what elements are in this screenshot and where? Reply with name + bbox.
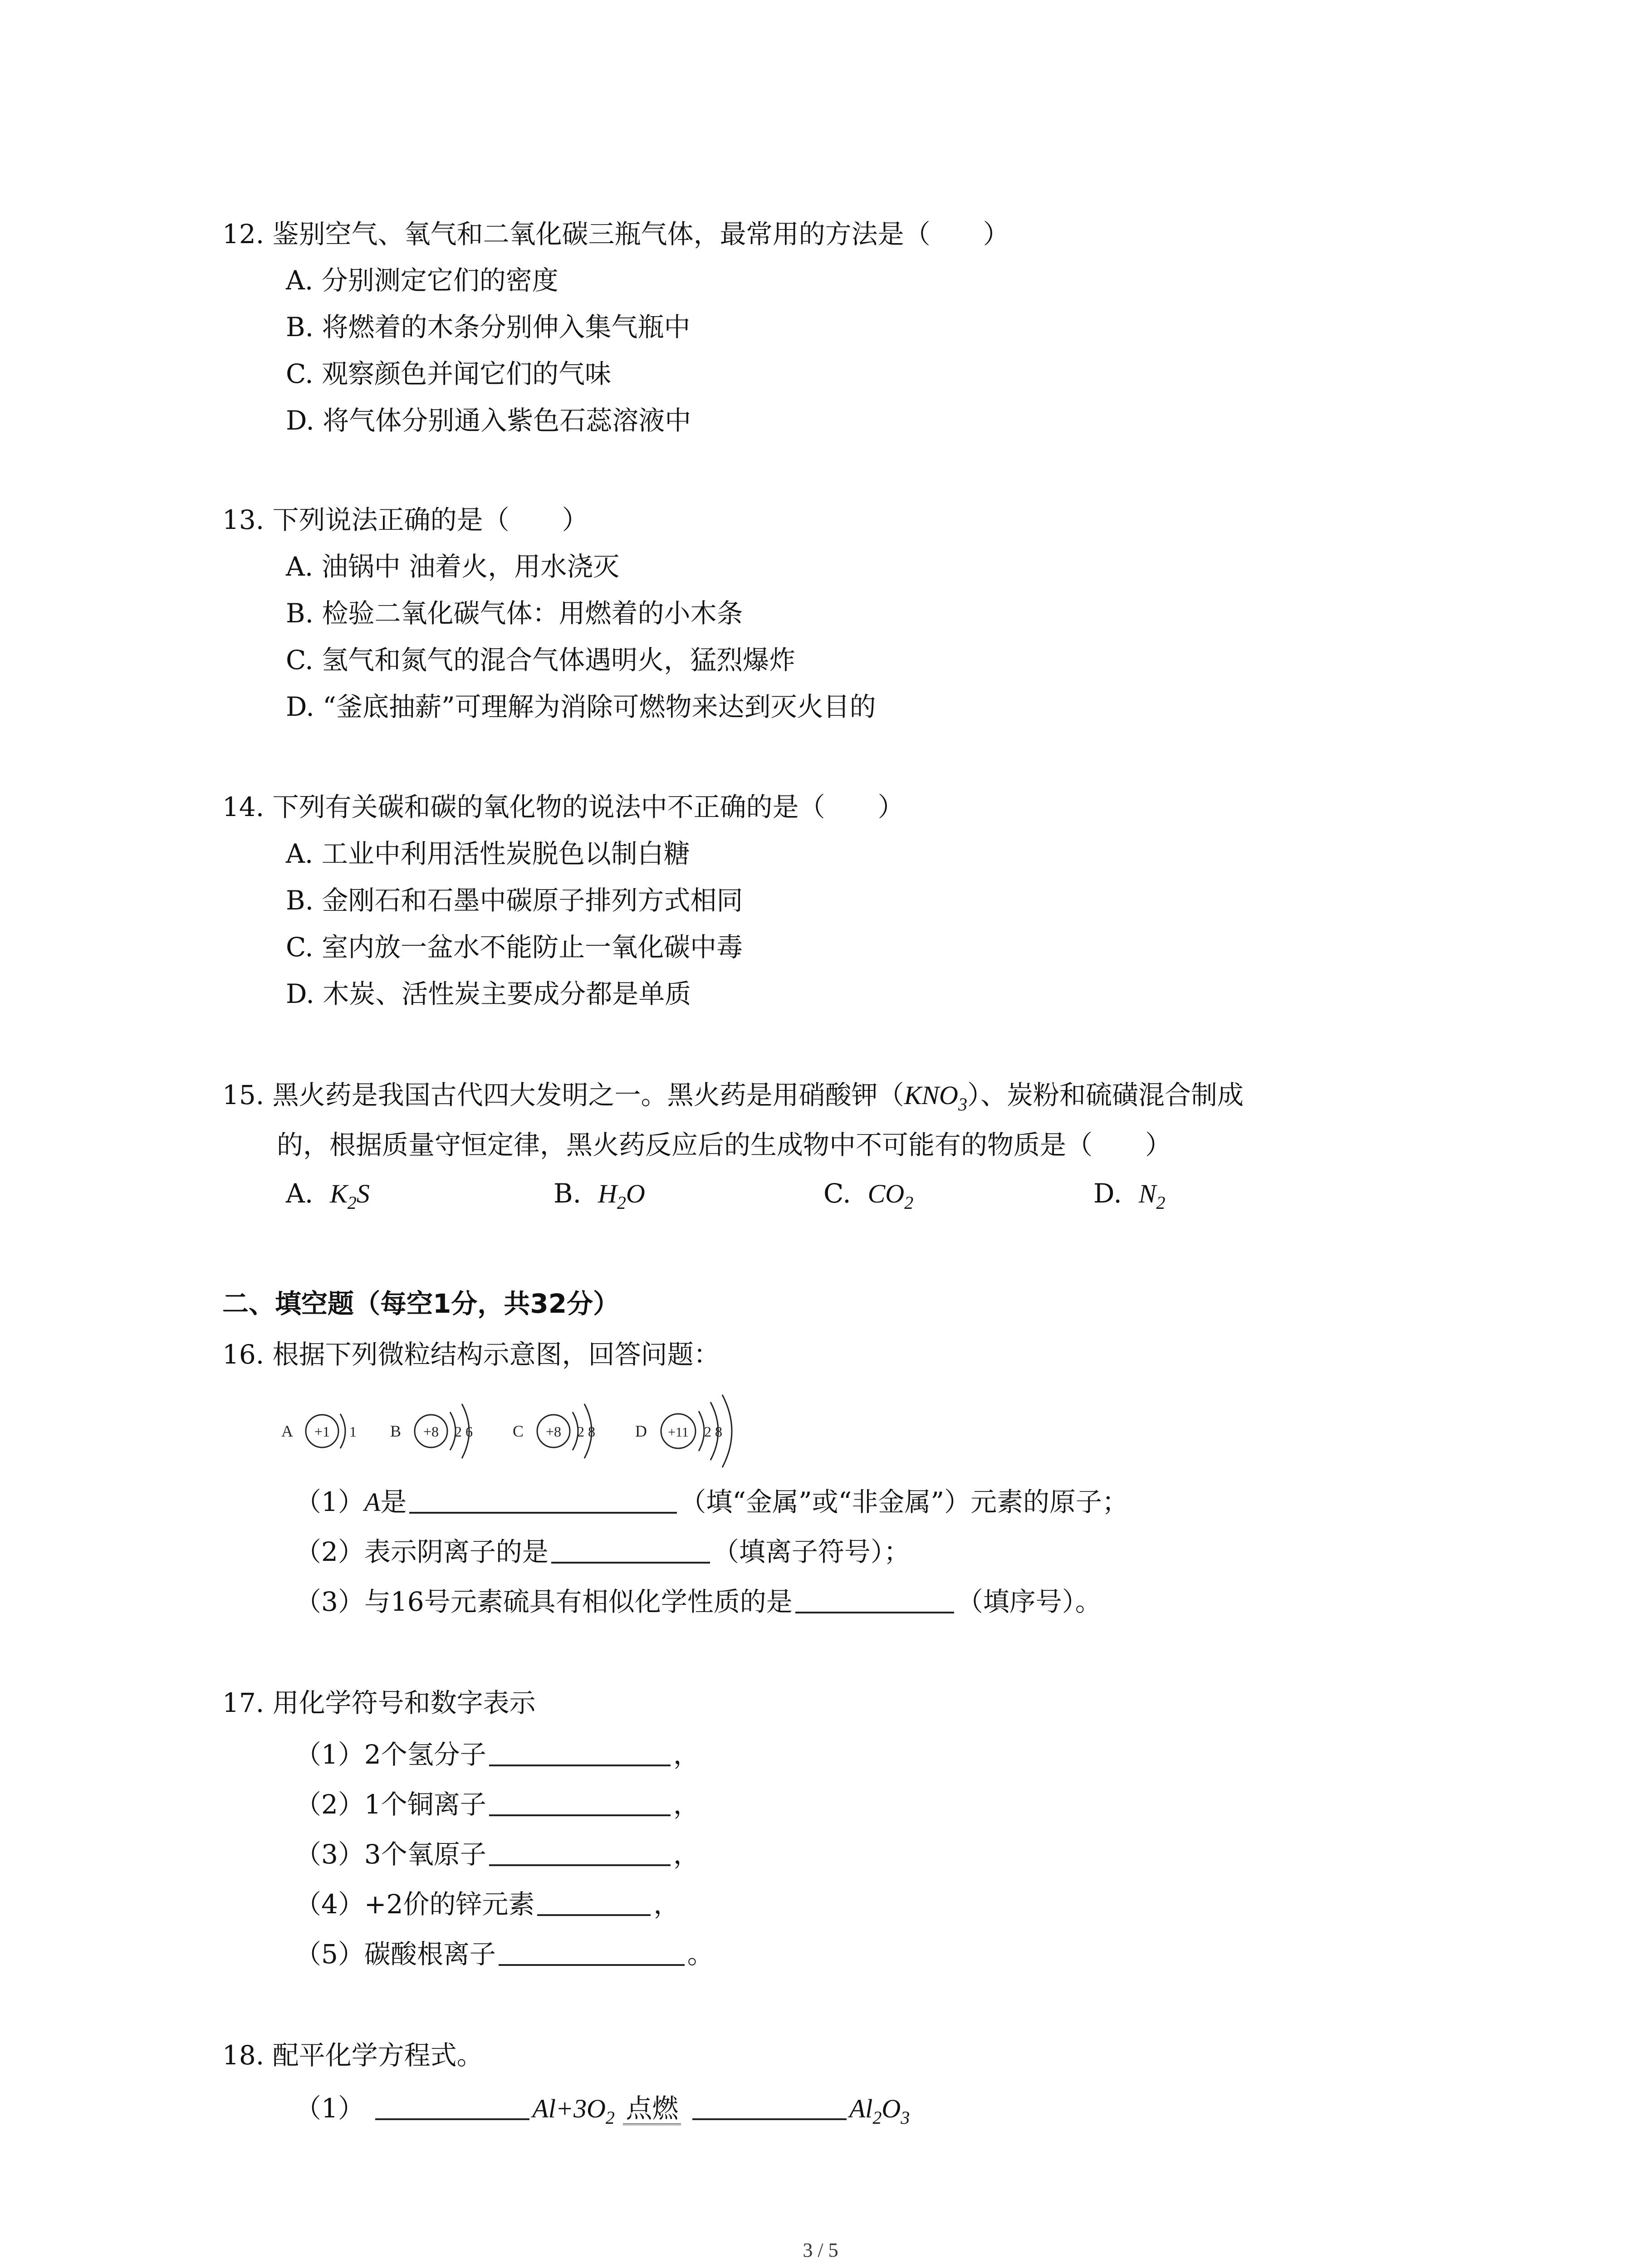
q12-option-c: C. 观察颜色并闻它们的气味 bbox=[286, 358, 612, 389]
q16-blank-3[interactable] bbox=[795, 1585, 954, 1613]
q14-option-d: D. 木炭、活性炭主要成分都是单质 bbox=[286, 978, 691, 1009]
q12-option-b: B. 将燃着的木条分别伸入集气瓶中 bbox=[286, 312, 691, 342]
q17-blank-4[interactable] bbox=[537, 1888, 651, 1916]
svg-text:A: A bbox=[281, 1422, 293, 1440]
q14-option-c: C. 室内放一盆水不能防止一氧化碳中毒 bbox=[286, 932, 743, 963]
q17-blank-5[interactable] bbox=[499, 1938, 685, 1966]
q18-blank-2[interactable] bbox=[692, 2092, 847, 2120]
q15-stem-line2: 的，根据质量守恒定律，黑火药反应后的生成物中不可能有的物质是（ ） bbox=[277, 1129, 1172, 1160]
svg-text:+11: +11 bbox=[668, 1425, 689, 1440]
q15-option-b: B. $H_2O$ bbox=[554, 1178, 645, 1213]
atomic-structure-diagrams bbox=[272, 1386, 771, 1476]
q12-option-d: D. 将气体分别通入紫色石蕊溶液中 bbox=[286, 405, 691, 436]
q18-equation: （1） $Al+3O_2$ 点燃 $Al_2O_3$ bbox=[295, 2093, 910, 2128]
diagram-a bbox=[281, 1414, 357, 1448]
diagram-c bbox=[513, 1404, 595, 1458]
q15-option-a: A. $K_2S$ bbox=[286, 1178, 370, 1213]
svg-text:2 8: 2 8 bbox=[704, 1423, 722, 1440]
q14-option-a: A. 工业中利用活性炭脱色以制白糖 bbox=[286, 838, 690, 869]
q13-option-b: B. 检验二氧化碳气体：用燃着的小木条 bbox=[286, 598, 743, 629]
q17-item-3: （3）3个氧原子 ， bbox=[295, 1839, 700, 1870]
q15-stem-b: ）、炭粉和硫磺混合制成 bbox=[967, 1080, 1244, 1110]
q16-stem: 16. 根据下列微粒结构示意图，回答问题： bbox=[222, 1339, 720, 1370]
q14-stem: 14. 下列有关碳和碳的氧化物的说法中不正确的是（ ） bbox=[222, 792, 904, 822]
q17-blank-3[interactable] bbox=[489, 1838, 671, 1866]
svg-text:C: C bbox=[513, 1422, 524, 1440]
q15-option-d: D. $N_2$ bbox=[1093, 1178, 1166, 1213]
q17-item-1: （1）2个氢分子 ， bbox=[295, 1739, 700, 1770]
svg-text:2 6: 2 6 bbox=[455, 1423, 473, 1440]
q17-blank-2[interactable] bbox=[489, 1788, 671, 1816]
q13-option-a: A. 油锅中 油着火，用水浇灭 bbox=[286, 551, 620, 582]
svg-text:+8: +8 bbox=[423, 1423, 439, 1440]
section-heading: 二、填空题（每空1分，共32分） bbox=[222, 1288, 620, 1319]
q14-option-b: B. 金刚石和石墨中碳原子排列方式相同 bbox=[286, 885, 743, 916]
q18-blank-1[interactable] bbox=[375, 2092, 529, 2120]
svg-text:2 8: 2 8 bbox=[577, 1423, 595, 1440]
q12-option-a: A. 分别测定它们的密度 bbox=[286, 265, 558, 296]
q17-blank-1[interactable] bbox=[489, 1738, 671, 1766]
diagram-b bbox=[390, 1404, 473, 1458]
q13-option-d: D. “釜底抽薪”可理解为消除可燃物来达到灭火目的 bbox=[286, 691, 876, 722]
q17-item-2: （2）1个铜离子 ， bbox=[295, 1789, 700, 1820]
q16-part2: （2）表示阴离子的是 （填离子符号）； bbox=[295, 1536, 910, 1567]
svg-text:1: 1 bbox=[349, 1423, 357, 1440]
q13-option-c: C. 氢气和氮气的混合气体遇明火，猛烈爆炸 bbox=[286, 645, 796, 675]
q12-stem: 12. 鉴别空气、氧气和二氧化碳三瓶气体，最常用的方法是（ ） bbox=[222, 219, 1009, 249]
q16-blank-1[interactable] bbox=[409, 1486, 677, 1514]
svg-text:+8: +8 bbox=[545, 1423, 562, 1440]
q13-stem: 13. 下列说法正确的是（ ） bbox=[222, 504, 588, 535]
q15-stem-a: 15. 黑火药是我国古代四大发明之一。黑火药是用硝酸钾（ bbox=[222, 1080, 904, 1110]
q15-option-c: C. $CO_2$ bbox=[823, 1178, 914, 1213]
reaction-condition: 点燃 bbox=[623, 2094, 681, 2125]
q15-stem-line1 bbox=[222, 1081, 1244, 1114]
diagram-d bbox=[635, 1395, 732, 1467]
q15-formula: $KNO_3$ bbox=[904, 1080, 967, 1114]
svg-text:B: B bbox=[390, 1422, 402, 1440]
q16-part1: （1）A是 （填“金属”或“非金属”）元素的原子； bbox=[295, 1486, 1128, 1517]
svg-text:D: D bbox=[635, 1422, 647, 1440]
q18-stem: 18. 配平化学方程式。 bbox=[222, 2040, 483, 2071]
page-number: 3 / 5 bbox=[803, 2239, 838, 2261]
svg-text:+1: +1 bbox=[314, 1423, 330, 1440]
q16-part3: （3）与16号元素硫具有相似化学性质的是 （填序号）。 bbox=[295, 1586, 1102, 1617]
q17-item-4: （4）+2价的锌元素 ， bbox=[295, 1889, 680, 1920]
q16-blank-2[interactable] bbox=[551, 1535, 710, 1564]
q17-stem: 17. 用化学符号和数字表示 bbox=[222, 1687, 536, 1718]
q17-item-5: （5）碳酸根离子 。 bbox=[295, 1939, 714, 1970]
